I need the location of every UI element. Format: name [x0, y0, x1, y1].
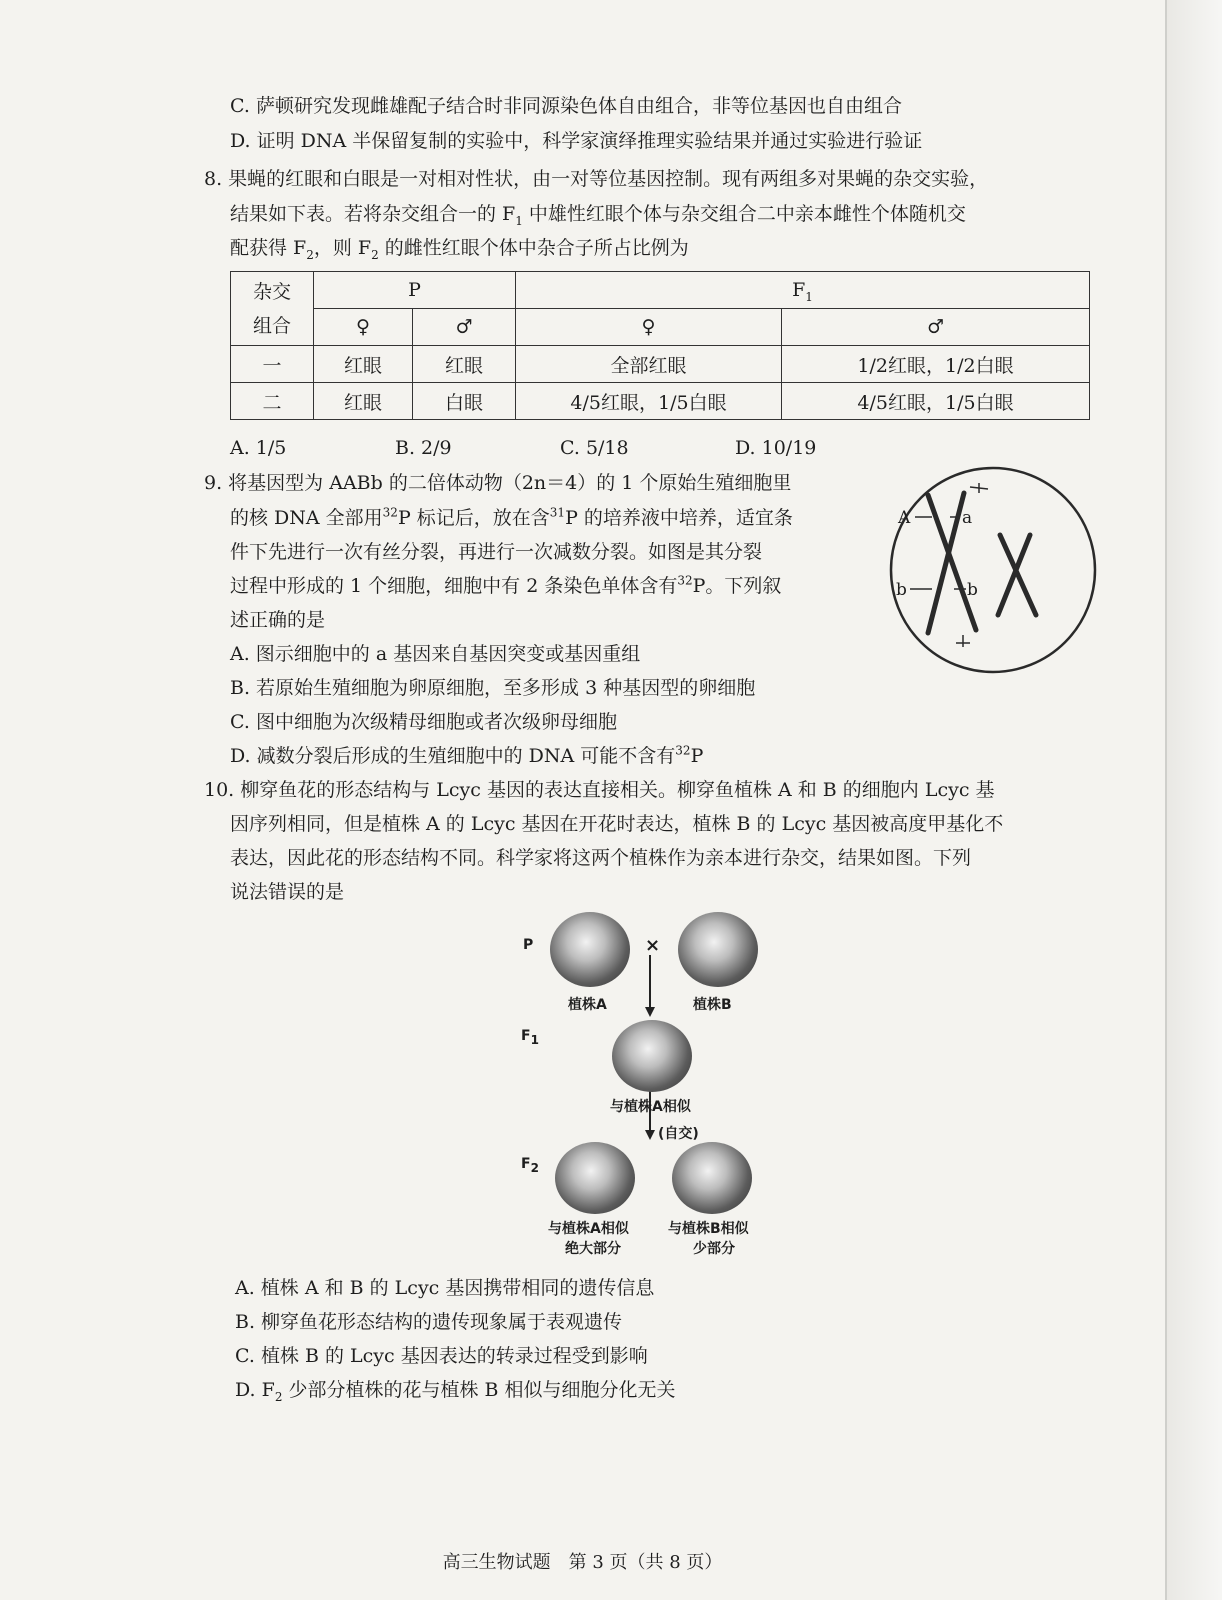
- q9-stem-line3: 件下先进行一次有丝分裂，再进行一次减数分裂。如图是其分裂: [230, 541, 763, 563]
- plant-a-label: 植株A: [568, 997, 607, 1013]
- cell-membrane: [891, 468, 1095, 672]
- table-header-p-male: ♂: [413, 309, 516, 346]
- q8-option-b[interactable]: B. 2/9: [395, 437, 452, 459]
- q8-stem-line3: 配获得 $F_2$，则 $F_2$ 的雌性红眼个体中杂合子所占比例为: [230, 237, 689, 262]
- q10-option-c[interactable]: C. 植株 B 的 Lcyc 基因表达的转录过程受到影响: [235, 1345, 648, 1367]
- plant-b-label: 植株B: [693, 997, 732, 1013]
- f2-b-like-proportion: 少部分: [693, 1241, 735, 1257]
- q8-option-a[interactable]: A. 1/5: [230, 437, 287, 459]
- q10-option-a[interactable]: A. 植株 A 和 B 的 Lcyc 基因携带相同的遗传信息: [235, 1277, 655, 1299]
- table-header-f1-male: ♂: [782, 309, 1090, 346]
- gene-label-b-left: b: [896, 580, 907, 600]
- table-header-p-female: ♀: [314, 309, 413, 346]
- selfing-label: (自交): [658, 1126, 699, 1142]
- table-row: 一 红眼 红眼 全部红眼 1/2红眼，1/2白眼: [231, 346, 1090, 383]
- q9-stem-line4: 过程中形成的 1 个细胞，细胞中有 2 条染色单体含有$^{32}$P。下列叙: [230, 573, 782, 597]
- q9-stem-line2: 的核 DNA 全部用$^{32}$P 标记后，放在含$^{31}$P 的培养液中培养，适宜条: [230, 505, 793, 529]
- q8-option-d[interactable]: D. 10/19: [735, 437, 817, 459]
- cross-symbol: ×: [645, 935, 661, 956]
- q9-option-a[interactable]: A. 图示细胞中的 a 基因来自基因突变或基因重组: [230, 643, 641, 665]
- cell-diagram: [888, 465, 1098, 675]
- generation-label-f1: F1: [521, 1028, 539, 1047]
- table-header-combo: 杂交 组合: [231, 272, 314, 346]
- q10-option-d[interactable]: D. $F_2$ 少部分植株的花与植株 B 相似与细胞分化无关: [235, 1379, 676, 1404]
- f2-plant-b-like-image: [672, 1142, 752, 1214]
- q9-stem-line5: 述正确的是: [230, 609, 326, 631]
- q10-stem-line4: 说法错误的是: [230, 881, 345, 903]
- f2-plant-a-like-image: [555, 1142, 635, 1214]
- table-header-p: P: [314, 272, 516, 309]
- q10-option-b[interactable]: B. 柳穿鱼花形态结构的遗传现象属于表观遗传: [235, 1311, 623, 1333]
- chromosome-right: [998, 535, 1036, 615]
- f2-a-like-label: 与植株A相似: [548, 1221, 629, 1237]
- gene-label-A: A: [898, 508, 911, 528]
- plant-b-flower-image: [678, 912, 758, 987]
- table-header-f1-female: ♀: [516, 309, 782, 346]
- q9-stem-line1: 9. 将基因型为 AABb 的二倍体动物（2n＝4）的 1 个原始生殖细胞里: [204, 472, 792, 494]
- gene-label-a: a: [962, 508, 973, 528]
- q9-option-d[interactable]: D. 减数分裂后形成的生殖细胞中的 DNA 可能不含有$^{32}$P: [230, 743, 704, 767]
- f1-description: 与植株A相似: [610, 1099, 691, 1115]
- q10-stem-line2: 因序列相同，但是植株 A 的 Lcyc 基因在开花时表达，植株 B 的 Lcyc 基因被高度甲基化不: [230, 813, 1004, 835]
- f1-flower-image: [612, 1020, 692, 1092]
- q10-stem-line1: 10. 柳穿鱼花的形态结构与 Lcyc 基因的表达直接相关。柳穿鱼植株 A 和 B 的细胞内 Lcyc 基: [204, 779, 995, 801]
- q7-option-c: C. 萨顿研究发现雌雄配子结合时非同源染色体自由组合，非等位基因也自由组合: [230, 95, 902, 117]
- q8-stem-line2: 结果如下表。若将杂交组合一的 $F_1$ 中雄性红眼个体与杂交组合二中亲本雌性个体随机交: [230, 203, 966, 228]
- generation-label-f2: F2: [521, 1156, 539, 1175]
- q9-option-b[interactable]: B. 若原始生殖细胞为卵原细胞，至多形成 3 种基因型的卵细胞: [230, 677, 756, 699]
- table-row: 二 红眼 白眼 4/5红眼，1/5白眼 4/5红眼，1/5白眼: [231, 383, 1090, 420]
- q10-stem-line3: 表达，因此花的形态结构不同。科学家将这两个植株作为亲本进行杂交，结果如图。下列: [230, 847, 972, 869]
- plant-a-flower-image: [550, 912, 630, 987]
- page-footer: 高三生物试题 第 3 页（共 8 页）: [442, 1552, 723, 1573]
- table-header-f1: $F_1$: [516, 272, 1090, 309]
- f2-b-like-label: 与植株B相似: [668, 1221, 749, 1237]
- gene-label-b-right: b: [967, 580, 978, 600]
- q7-option-d: D. 证明 DNA 半保留复制的实验中，科学家演绎推理实验结果并通过实验进行验证: [230, 130, 923, 152]
- cross-table: [230, 271, 1090, 420]
- q9-option-c[interactable]: C. 图中细胞为次级精母细胞或者次级卵母细胞: [230, 711, 617, 733]
- generation-label-p: P: [523, 937, 534, 953]
- q8-stem-line1: 8. 果蝇的红眼和白眼是一对相对性状，由一对等位基因控制。现有两组多对果蝇的杂交实验，: [204, 168, 989, 190]
- f2-a-like-proportion: 绝大部分: [565, 1241, 621, 1257]
- q8-option-c[interactable]: C. 5/18: [560, 437, 629, 459]
